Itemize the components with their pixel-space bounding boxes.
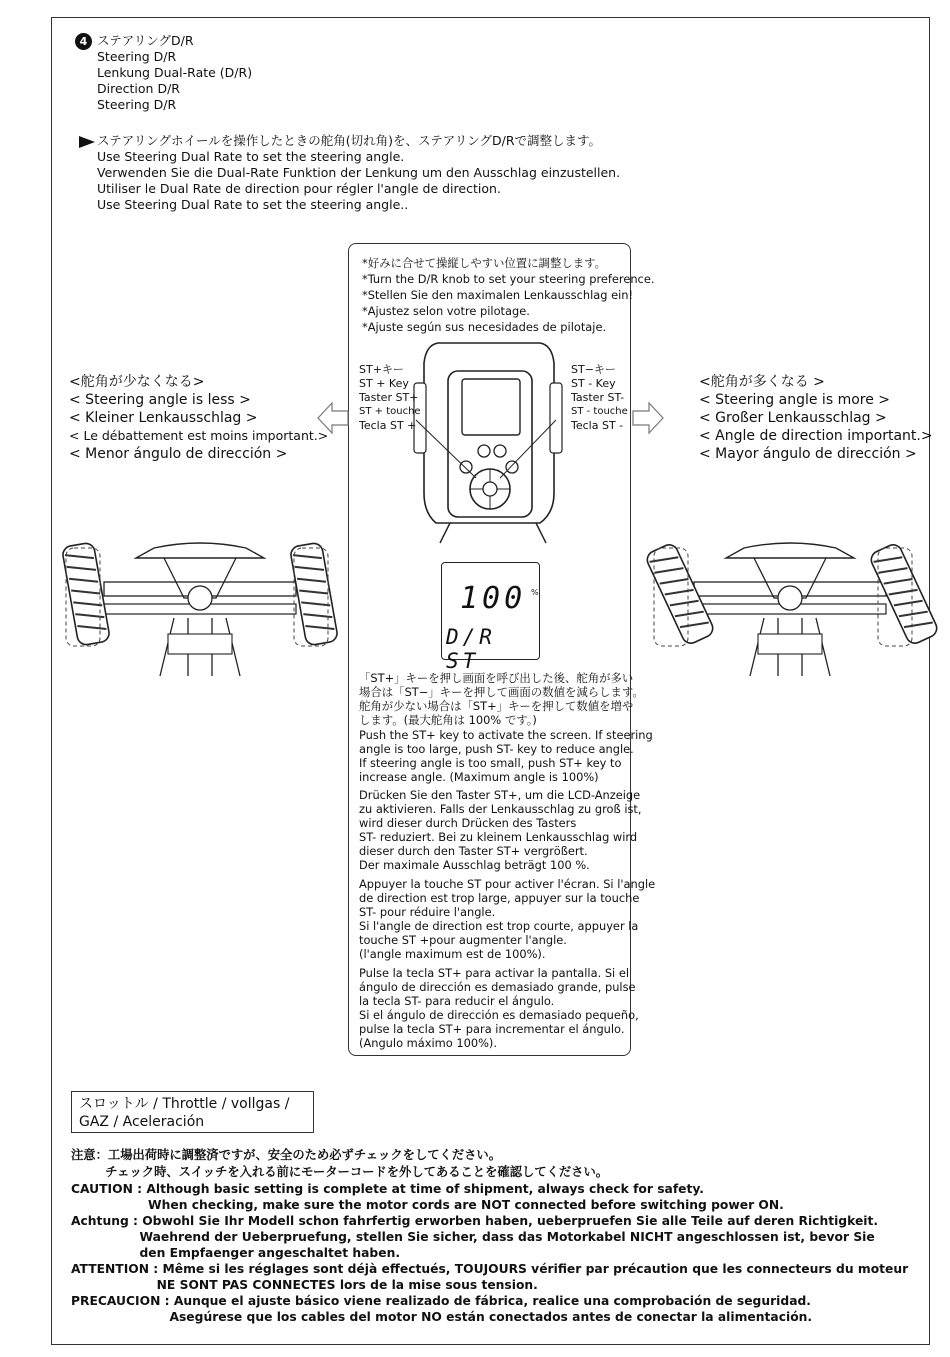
callout-body-line: (l'angle maximum est de 100%). — [359, 947, 546, 961]
throttle-heading-line1: スロットル / Throttle / vollgas / — [79, 1096, 290, 1112]
callout-note-de: *Stellen Sie den maximalen Lenkausschlag ein! — [362, 288, 634, 302]
key-minus-label-en: ST - Key — [571, 377, 616, 390]
chassis-less-illustration — [64, 538, 336, 678]
caution-es-2: Asegúrese que los cables del motor NO están conectados antes de conectar la alimentación. — [71, 1310, 813, 1324]
intro-de: Verwenden Sie die Dual-Rate Funktion der Lenkung um den Ausschlag einzustellen. — [97, 165, 621, 180]
key-plus-label-ja: ST+キー — [359, 363, 404, 376]
section-title-es: Steering D/R — [97, 97, 177, 112]
more-label-ja: <舵角が多くなる > — [699, 374, 825, 390]
callout-body-line: angle is too large, push ST- key to reduce angle. — [359, 742, 634, 756]
callout-body-line: します。(最大舵角は 100% です。) — [359, 713, 537, 727]
more-label-es: < Mayor ángulo de dirección > — [699, 446, 917, 462]
callout-body-line: Appuyer la touche ST pour activer l'écran. Si l'angle — [359, 877, 656, 891]
less-label-de: < Kleiner Lenkausschlag > — [69, 410, 258, 426]
callout-body-line: 場合は「ST−」キーを押して画面の数値を減らします。 — [359, 685, 644, 699]
callout-body-line: zu aktivieren. Falls der Lenkausschlag zu groß ist, — [359, 802, 642, 816]
key-minus-label-fr: ST - touche — [571, 406, 628, 417]
section-title-de: Lenkung Dual-Rate (D/R) — [97, 65, 253, 80]
more-label-en: < Steering angle is more > — [699, 392, 891, 408]
callout-note-en: *Turn the D/R knob to set your steering preference. — [362, 272, 655, 286]
callout-body-line: Si l'angle de direction est trop courte, appuyer la — [359, 919, 639, 933]
caution-de-1: Achtung : Obwohl Sie Ihr Modell schon fahrfertig erworben haben, ueberpruefen Sie alle Teile auf deren Richtigkeit. — [71, 1214, 879, 1228]
section-title-ja: ステアリングD/R — [97, 33, 194, 48]
intro-es: Use Steering Dual Rate to set the steering angle.. — [97, 197, 409, 212]
callout-body-line: Si el ángulo de dirección es demasiado pequeño, — [359, 1008, 639, 1022]
less-label-es: < Menor ángulo de dirección > — [69, 446, 288, 462]
caution-fr-1: ATTENTION : Même si les réglages sont déjà effectués, TOUJOURS vérifier par précaution que les connecteurs du moteur — [71, 1262, 909, 1276]
caution-ja-1: 注意：工場出荷時に調整済ですが、安全のため必ずチェックをしてください。 — [71, 1148, 502, 1162]
key-minus-label-de: Taster ST- — [571, 391, 625, 404]
throttle-heading-line2: GAZ / Aceleración — [79, 1114, 205, 1130]
callout-body-line: (Angulo máximo 100%). — [359, 1036, 497, 1050]
callout-body-line: increase angle. (Maximum angle is 100%) — [359, 770, 599, 784]
lcd-mode: D/R ST — [446, 625, 496, 673]
less-label-en: < Steering angle is less > — [69, 392, 251, 408]
caution-en-2: When checking, make sure the motor cords are NOT connected before switching power ON. — [71, 1198, 784, 1212]
arrow-right-icon — [633, 403, 663, 433]
callout-note-fr: *Ajustez selon votre pilotage. — [362, 304, 530, 318]
caution-en-1: CAUTION : Although basic setting is complete at time of shipment, always check for safety. — [71, 1182, 704, 1196]
callout-body-line: la tecla ST- para reducir el ángulo. — [359, 994, 555, 1008]
lcd-value: 100 — [460, 581, 527, 616]
callout-body-line: Push the ST+ key to activate the screen. If steering — [359, 728, 653, 742]
callout-body-line: ángulo de dirección es demasiado grande, pulse — [359, 980, 636, 994]
caution-de-3: den Empfaenger angeschaltet haben. — [71, 1246, 400, 1260]
callout-body-line: 舵角が少ない場合は「ST+」キーを押して数値を増や — [359, 699, 634, 713]
less-label-fr: < Le débattement est moins important.> — [69, 428, 329, 443]
section-title-fr: Direction D/R — [97, 81, 180, 96]
intro-ja: ステアリングホイールを操作したときの舵角(切れ角)を、ステアリングD/Rで調整します。 — [97, 133, 602, 148]
callout-body-line: Der maximale Ausschlag beträgt 100 %. — [359, 858, 590, 872]
caution-ja-2: チェック時、スイッチを入れる前にモーターコードを外してあることを確認してください。 — [71, 1165, 609, 1179]
key-plus-label-de: Taster ST+ — [359, 391, 419, 404]
key-minus-label-es: Tecla ST - — [571, 419, 624, 432]
lcd-display — [441, 562, 540, 673]
callout-body-line: pulse la tecla ST+ para incrementar el ángulo. — [359, 1022, 625, 1036]
caution-de-2: Waehrend der Ueberpruefung, stellen Sie sicher, dass das Motorkabel NICHT angeschlossen ist, bevor Sie — [71, 1230, 875, 1244]
more-label-fr: < Angle de direction important.> — [699, 428, 933, 444]
callout-body-line: dieser durch den Taster ST+ vergrößert. — [359, 844, 588, 858]
less-label-ja: <舵角が少なくなる> — [69, 374, 205, 390]
pointer-arrow-icon — [79, 136, 95, 148]
key-plus-label-en: ST + Key — [359, 377, 409, 390]
step-number-badge: 4 — [75, 33, 92, 50]
callout-body-line: If steering angle is too small, push ST+ key to — [359, 756, 622, 770]
intro-fr: Utiliser le Dual Rate de direction pour régler l'angle de direction. — [97, 181, 501, 196]
callout-body-line: wird dieser durch Drücken des Tasters — [359, 816, 577, 830]
caution-fr-2: NE SONT PAS CONNECTES lors de la mise sous tension. — [71, 1278, 538, 1292]
callout-note-es: *Ajuste según sus necesidades de pilotaje. — [362, 320, 607, 334]
section-title-en: Steering D/R — [97, 49, 177, 64]
intro-en: Use Steering Dual Rate to set the steering angle. — [97, 149, 405, 164]
caution-es-1: PRECAUCION : Aunque el ajuste básico viene realizado de fábrica, realice una comprobación de seguridad. — [71, 1294, 811, 1308]
key-minus-label-ja: ST−キー — [571, 363, 616, 376]
key-leader-lines — [408, 420, 558, 480]
lcd-unit: % — [531, 588, 539, 597]
callout-body-line: 「ST+」キーを押し画面を呼び出した後、舵角が多い — [359, 671, 634, 685]
throttle-section-heading — [71, 1091, 314, 1133]
key-plus-label-fr: ST + touche — [359, 406, 421, 417]
callout-body-line: touche ST +pour augmenter l'angle. — [359, 933, 567, 947]
callout-body-line: ST- reduziert. Bei zu kleinem Lenkausschlag wird — [359, 830, 638, 844]
more-label-de: < Großer Lenkausschlag > — [699, 410, 887, 426]
callout-body-line: Pulse la tecla ST+ para activar la pantalla. Si el — [359, 966, 630, 980]
callout-note-ja: *好みに合せて操縦しやすい位置に調整します。 — [362, 256, 606, 270]
chassis-more-illustration — [650, 538, 930, 678]
callout-body-line: de direction est trop large, appuyer sur la touche — [359, 891, 640, 905]
callout-body-line: ST- pour réduire l'angle. — [359, 905, 496, 919]
key-plus-label-es: Tecla ST + — [359, 419, 417, 432]
callout-body-line: Drücken Sie den Taster ST+, um die LCD-Anzeige — [359, 788, 641, 802]
